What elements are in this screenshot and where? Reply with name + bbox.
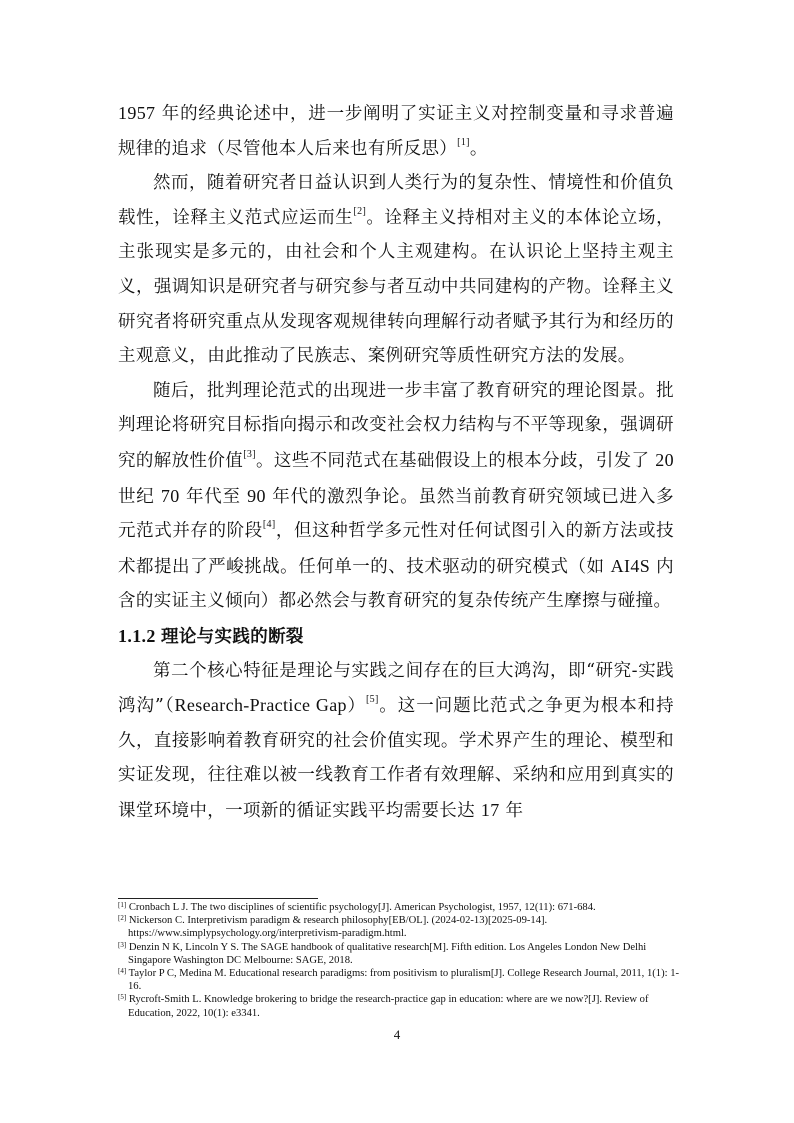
footnote-text: Cronbach L J. The two disciplines of scientific psychology[J]. American Psychologist, 1957, 12(11): 671-684. bbox=[126, 902, 596, 913]
text-run: 。诠释主义持相对主义的本体论立场，主张现实是多元的，由社会和个人主观建构。在认识论上坚持主观主义，强调知识是研究者与研究参与者互动中共同建构的产物。诠释主义研究者将研究重点从发现客观规律转向理解行动者赋予其行为和经历的主观意义，由此推动了民族志、案例研究等质性研究方法的发展。 bbox=[118, 207, 674, 367]
text-run: 随后，批判理论范式的出现进一步丰富了教育研究的理论图景。批判理论将研究目标指向揭示和改变社会权力结构与不平等现象，强调研究的解放性价值 bbox=[118, 380, 674, 471]
footnote-divider bbox=[118, 898, 318, 899]
footnote-text: Taylor P C, Medina M. Educational research paradigms: from positivism to pluralism[J]. College Research Journal, 2011, 1(1): 1-16. bbox=[126, 968, 680, 993]
latin-text: 1957 bbox=[118, 103, 156, 123]
footnote-mark: [3] bbox=[118, 940, 127, 949]
citation-mark: [1] bbox=[457, 136, 470, 148]
citation-mark: [5] bbox=[365, 694, 379, 706]
body-text bbox=[118, 96, 674, 828]
citation-mark: [2] bbox=[353, 205, 367, 217]
text-run: 年的经典论述中，进一步阐明了实证主义对控制变量和寻求普遍规律的追求（尽管他本人后来也有所反思） bbox=[118, 104, 674, 159]
text-run: 。这一问题比范式之争更为根本和持久，直接影响着教育研究的社会价值实现。学术界产生的理论、模型和实证发现，往往难以被一线教育工作者有效理解、采纳和应用到真实的课堂环境中，一项新的循证实践平均需要长达 bbox=[118, 696, 674, 821]
footnote-text: Nickerson C. Interpretivism paradigm & research philosophy[EB/OL]. (2024-02-13)[2025-09-14]. https://www.simplypsychology.org/interpretivism-paradigm.html. bbox=[126, 915, 548, 940]
section-heading-number: 1.1.2 bbox=[118, 625, 156, 646]
paragraph bbox=[118, 96, 674, 166]
paragraphs-after-heading bbox=[118, 654, 674, 829]
citation-mark: [3] bbox=[243, 448, 256, 460]
latin-text: 17 bbox=[480, 799, 500, 820]
text-run: 第二个核心特征是理论与实践之间存在的巨大鸿沟，即“研究-实践鸿沟”（ bbox=[118, 660, 674, 717]
text-run: 年代至 bbox=[179, 486, 248, 507]
footnote bbox=[118, 993, 680, 1019]
footnote bbox=[118, 901, 680, 914]
text-run: 。这些不同范式在基础假设上的根本分歧，引发了 bbox=[255, 450, 656, 471]
text-run: 年代的激烈争论。虽然当前教育研究领域已进入多元范式并存的阶段 bbox=[118, 486, 674, 542]
paragraph bbox=[118, 166, 674, 374]
section-heading-title: 理论与实践的断裂 bbox=[160, 625, 304, 646]
latin-text: 90 bbox=[247, 485, 266, 506]
footnotes bbox=[118, 901, 680, 1020]
text-run: 年 bbox=[499, 800, 524, 821]
footnote-mark: [5] bbox=[118, 993, 127, 1002]
text-run: 内含的实证主义倾向）都必然会与教育研究的复杂传统产生摩擦与碰撞。 bbox=[118, 556, 674, 612]
paragraph bbox=[118, 654, 674, 829]
footnote bbox=[118, 941, 680, 967]
text-run: 然而，随着研究者日益认识到人类行为的复杂性、情境性和价值负载性，诠释主义范式应运而生 bbox=[118, 173, 674, 228]
text-run: ） bbox=[346, 696, 366, 717]
latin-text: Research-Practice Gap bbox=[174, 695, 347, 716]
citation-mark: [4] bbox=[262, 519, 276, 531]
section-heading bbox=[118, 619, 674, 654]
paragraph bbox=[118, 374, 674, 619]
footnote-mark: [1] bbox=[118, 901, 127, 909]
latin-text: AI4S bbox=[610, 555, 651, 576]
text-run: 世纪 bbox=[118, 486, 161, 507]
page-number: 4 bbox=[393, 1027, 401, 1042]
footnote-mark: [4] bbox=[118, 967, 127, 976]
footnote-text: Denzin N K, Lincoln Y S. The SAGE handbook of qualitative research[M]. Fifth edition. Los Angeles London New Delhi Singapore Washington DC Melbourne: SAGE, 2018. bbox=[126, 941, 647, 966]
footnote-text: Rycroft-Smith L. Knowledge brokering to bridge the research-practice gap in education: where are we now?[J]. Review of Education, 2022, 10(1): e3341. bbox=[126, 994, 649, 1019]
footnote-mark: [2] bbox=[118, 914, 127, 923]
text-run: 。 bbox=[469, 138, 488, 159]
footnote bbox=[118, 967, 680, 993]
latin-text: 20 bbox=[655, 449, 674, 470]
paragraphs-before-heading bbox=[118, 96, 674, 619]
text-run: ，但这种哲学多元性对任何试图引入的新方法或技术都提出了严峻挑战。任何单一的、技术驱动的研究模式（如 bbox=[118, 521, 674, 577]
latin-text: 70 bbox=[160, 485, 180, 506]
footnote bbox=[118, 914, 680, 940]
